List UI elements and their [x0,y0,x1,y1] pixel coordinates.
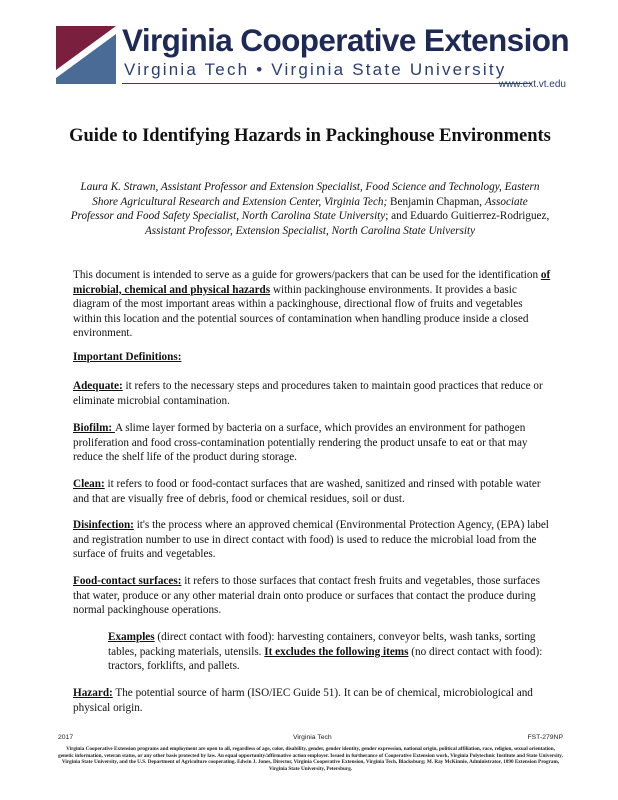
author-2-role: Associate Professor and Food Safety Specialist, North Carolina State University [70,195,528,223]
definitions-heading-text: Important Definitions: [73,351,182,363]
author-1-name: Laura K. Strawn, [80,181,159,193]
definition-biofilm [73,421,551,465]
page-header [56,22,570,94]
definition-clean [73,477,551,506]
author-3-role: Assistant Professor, Extension Specialist, North Carolina State University [144,224,476,237]
definition-hazard [73,686,551,715]
definition-term: Adequate: [73,380,123,392]
author-2-name: Benjamin Chapman, [390,195,483,208]
footer-publication-code: FST-279NP [527,734,563,741]
definition-text: it refers to food or food-contact surfaces that are washed, sanitized and rinsed with potable water and that are visually free of debris, food or chemical residues, soil or dust. [73,478,541,505]
author-3-name: ; and Eduardo Guitierrez-Rodriguez, [385,210,550,223]
examples-text: (direct contact with food): harvesting containers, conveyor belts, wash tanks, sorting tables, packing materials, utensils. [108,631,536,658]
definition-term: Disinfection: [73,519,134,531]
definition-term: Biofilm: [73,422,115,434]
excludes-term: It excludes the following items [264,645,409,658]
excludes-text: (no direct contact with food): tractors, forklifts, and pallets. [108,645,543,673]
org-name: Virginia Cooperative Extension [122,22,570,58]
document-title: Guide to Identifying Hazards in Packinghouse Environments [69,126,551,146]
footer-year: 2017 [58,734,74,741]
examples-term: Examples [108,631,155,643]
vce-logo-mark-icon [56,26,116,84]
authors-block [70,180,550,238]
footer-institution: Virginia Tech [293,734,332,741]
intro-highlight: of microbial, chemical and physical hazards [73,269,551,296]
footer-fine-print: Virginia Cooperative Extension programs and employment are open to all, regardless of age, color, disability, gender, gender identity, gender expression, national origin, political affiliation, race, religion, sexual orientation, genetic information, veteran status, or any other basis protected by law. An equal opportunity/affirmative action employer. Issued in furtherance of Cooperative Extension work, Virginia Polytechnic Institute and State University, Virginia State University, and the U.S. Department of Agriculture cooperating. Edwin J. Jones, Director, Virginia Cooperative Extension, Virginia Tech, Blacksburg; M. Ray McKinnie, Administrator, 1890 Extension Program, Virginia State University, Petersburg. [58,746,563,773]
org-url[interactable]: www.ext.vt.edu [498,79,566,90]
definition-text: it's the process where an approved chemical (Environmental Protection Agency, (EPA) label and registration number to use in direct contact with food) is used to reduce the microbial load from the surface of fruits and vegetables. [73,519,549,561]
author-1-role: Assistant Professor and Extension Specialist, Food Science and Technology, Eastern Shore Agricultural Research and Extension Center, Virginia Tech; [92,181,540,208]
intro-text-end: within packinghouse environments. It provides a basic diagram of the most important areas within a packinghouse, directional flow of fruits and vegetables within this location and the potential sources of contamination when handling produce inside a closed environment. [73,283,529,340]
definition-food-contact [73,574,551,618]
definition-term: Food-contact surfaces: [73,575,182,587]
definition-text: it refers to the necessary steps and procedures taken to maintain good practices that reduce or eliminate microbial contamination. [73,380,543,407]
definition-text: A slime layer formed by bacteria on a surface, which provides an environment for pathogen proliferation and food cross-contamination potentially rendering the product unsafe to eat or that may reduce the shelf life of the product during storage. [73,422,528,464]
definition-term: Hazard: [73,687,113,699]
definition-disinfection [73,518,551,562]
header-divider [122,83,532,84]
intro-paragraph [73,268,551,341]
definition-term: Clean: [73,478,105,490]
org-subtitle: Virginia Tech • Virginia State University [124,60,507,79]
definition-adequate [73,379,551,408]
intro-text-start: This document is intended to serve as a guide for growers/packers that can be used for the identification [73,269,539,281]
definitions-heading [73,350,551,365]
definition-text: The potential source of harm (ISO/IEC Guide 51). It can be of chemical, microbiological and physical origin. [73,687,533,714]
definition-text: it refers to those surfaces that contact fresh fruits and vegetables, those surfaces that water, produce or any other material drain onto produce or surfaces that contact the produce during normal packinghouse operations. [73,575,540,617]
examples-block [108,630,550,674]
